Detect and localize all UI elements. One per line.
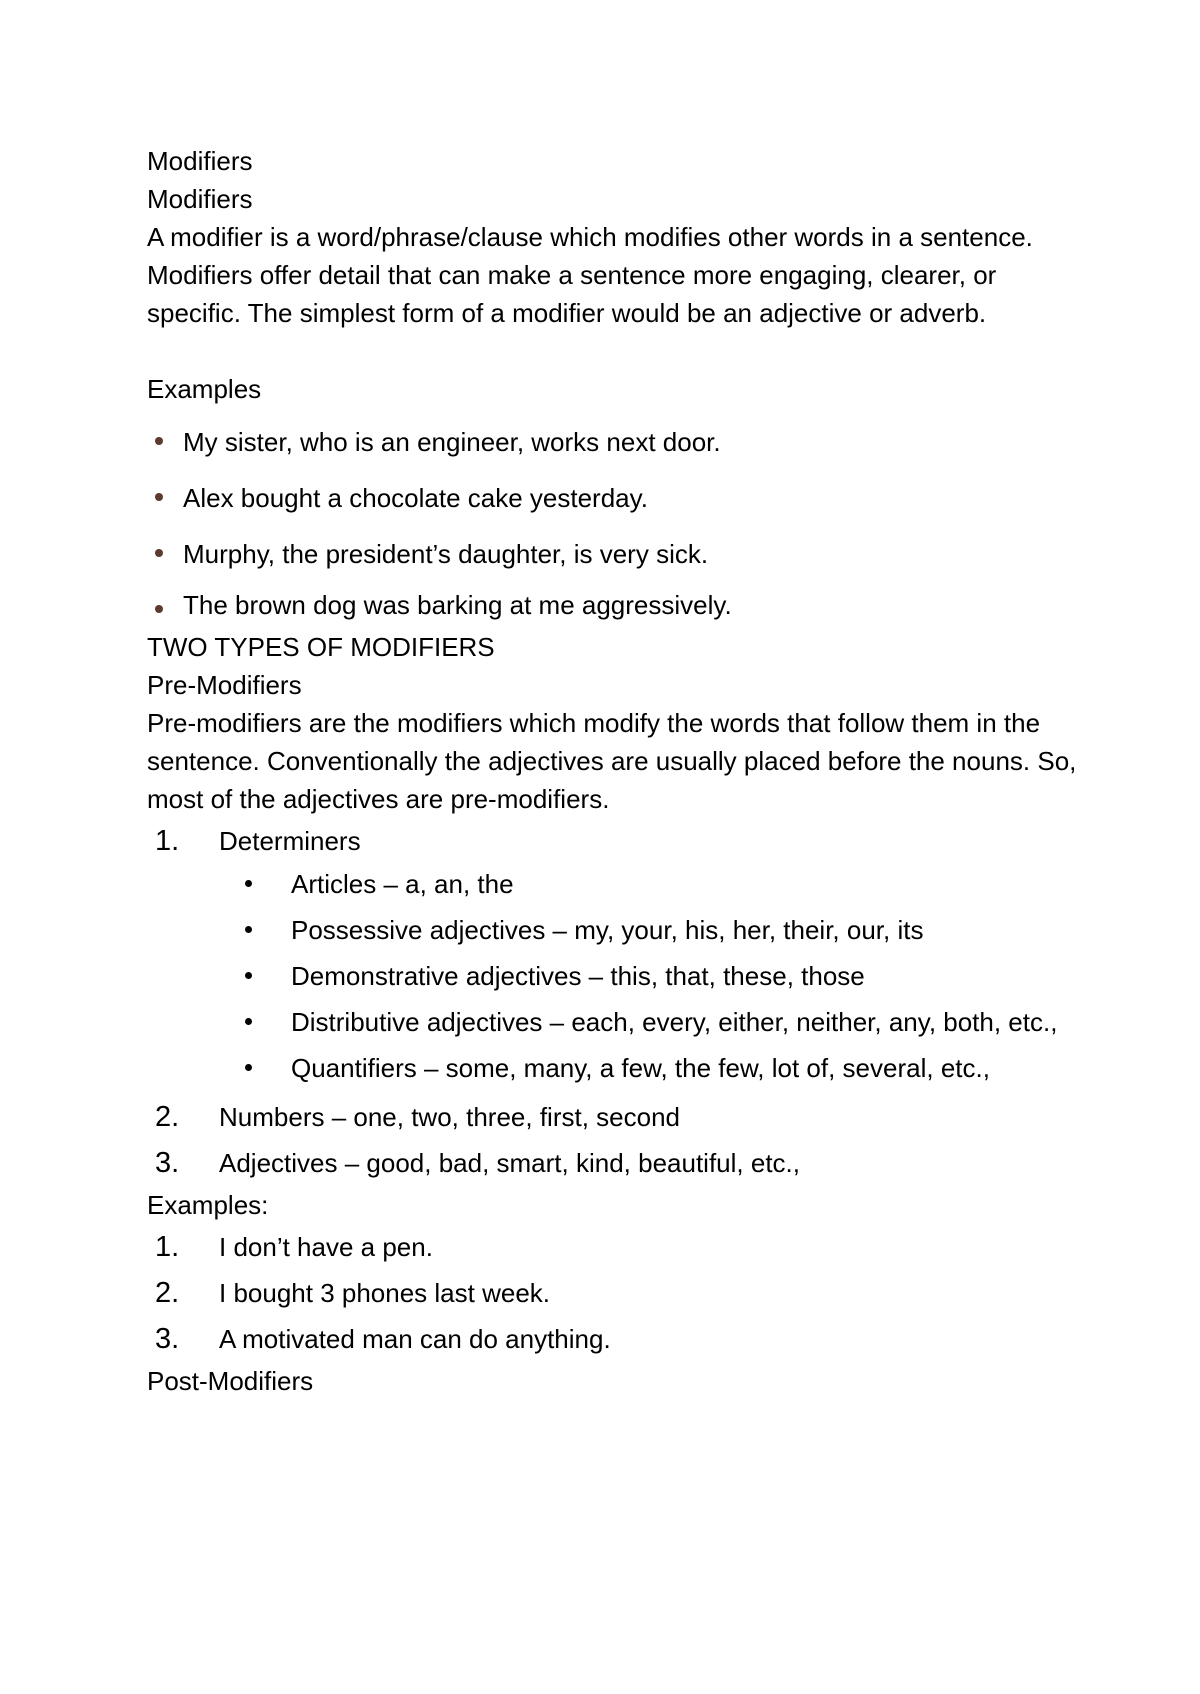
example-text: A motivated man can do anything.	[219, 1324, 611, 1354]
types-heading: TWO TYPES OF MODIFIERS	[147, 632, 495, 662]
examples-heading: Examples	[147, 374, 262, 404]
pre-examples-list	[147, 1224, 1077, 1362]
bullet-icon	[155, 493, 163, 501]
example-text: The brown dog was barking at me aggressively.	[183, 590, 732, 620]
example-text: Murphy, the president’s daughter, is very sick.	[183, 539, 709, 569]
list-item	[147, 582, 1077, 628]
sub-item-text: Quantifiers – some, many, a few, the few, lot of, several, etc.,	[291, 1053, 990, 1083]
examples-list	[147, 414, 1077, 628]
sub-item-text: Articles – a, an, the	[291, 869, 514, 899]
list-item	[147, 1224, 1077, 1270]
list-item-label: Determiners	[219, 826, 361, 856]
list-number: 2.	[155, 1277, 180, 1309]
sub-item-text: Possessive adjectives – my, your, his, her, their, our, its	[291, 915, 924, 945]
document-page	[147, 142, 1077, 1400]
list-item-label: Numbers – one, two, three, first, second	[219, 1102, 680, 1132]
pre-examples-heading: Examples:	[147, 1190, 269, 1220]
post-modifiers-heading: Post-Modifiers	[147, 1366, 314, 1396]
example-text: Alex bought a chocolate cake yesterday.	[183, 483, 648, 513]
bullet-icon	[245, 972, 252, 979]
list-number: 1.	[155, 1231, 180, 1263]
list-item	[147, 414, 1077, 470]
list-item	[147, 1316, 1077, 1362]
example-text: I bought 3 phones last week.	[219, 1278, 551, 1308]
list-item	[147, 470, 1077, 526]
pre-modifiers-paragraph: Pre-modifiers are the modifiers which modify the words that follow them in the sentence. Conventionally the adjectives are usually placed before the nouns. So, most of the adjectives are pre-modifiers.	[147, 708, 1077, 814]
list-number: 1.	[155, 825, 180, 857]
pre-modifiers-heading: Pre-Modifiers	[147, 670, 302, 700]
example-text: My sister, who is an engineer, works next door.	[183, 427, 721, 457]
list-item-label: Adjectives – good, bad, smart, kind, beautiful, etc.,	[219, 1148, 800, 1178]
sub-list-item	[147, 1048, 1081, 1088]
bullet-icon	[155, 437, 163, 445]
sub-list-item	[147, 864, 1081, 904]
list-number: 3.	[155, 1323, 180, 1355]
bullet-icon	[245, 880, 252, 887]
sub-item-text: Distributive adjectives – each, every, either, neither, any, both, etc.,	[291, 1007, 1058, 1037]
list-number: 3.	[155, 1147, 180, 1179]
list-item	[147, 818, 1077, 864]
list-item	[147, 1140, 1077, 1186]
spacer	[147, 332, 1077, 370]
pre-modifiers-list-continued	[147, 1094, 1077, 1186]
determiners-sublist	[147, 864, 1077, 1088]
intro-paragraph: A modifier is a word/phrase/clause which modifies other words in a sentence. Modifiers offer detail that can make a sentence more engaging, clearer, or specific. The simplest form of a modifier would be an adjective or adverb.	[147, 222, 1033, 328]
pre-modifiers-list	[147, 818, 1077, 864]
list-item	[147, 1270, 1077, 1316]
bullet-icon	[155, 605, 163, 613]
list-item	[147, 1094, 1077, 1140]
example-text: I don’t have a pen.	[219, 1232, 433, 1262]
bullet-icon	[245, 1018, 252, 1025]
sub-list-item	[147, 956, 1081, 996]
document-title: Modifiers	[147, 146, 253, 176]
bullet-icon	[245, 1064, 252, 1071]
sub-list-item	[147, 1002, 1081, 1042]
list-item	[147, 526, 1077, 582]
sub-item-text: Demonstrative adjectives – this, that, these, those	[291, 961, 865, 991]
list-number: 2.	[155, 1101, 180, 1133]
sub-list-item	[147, 910, 1081, 950]
bullet-icon	[155, 549, 163, 557]
section-heading-modifiers: Modifiers	[147, 184, 253, 214]
bullet-icon	[245, 926, 252, 933]
